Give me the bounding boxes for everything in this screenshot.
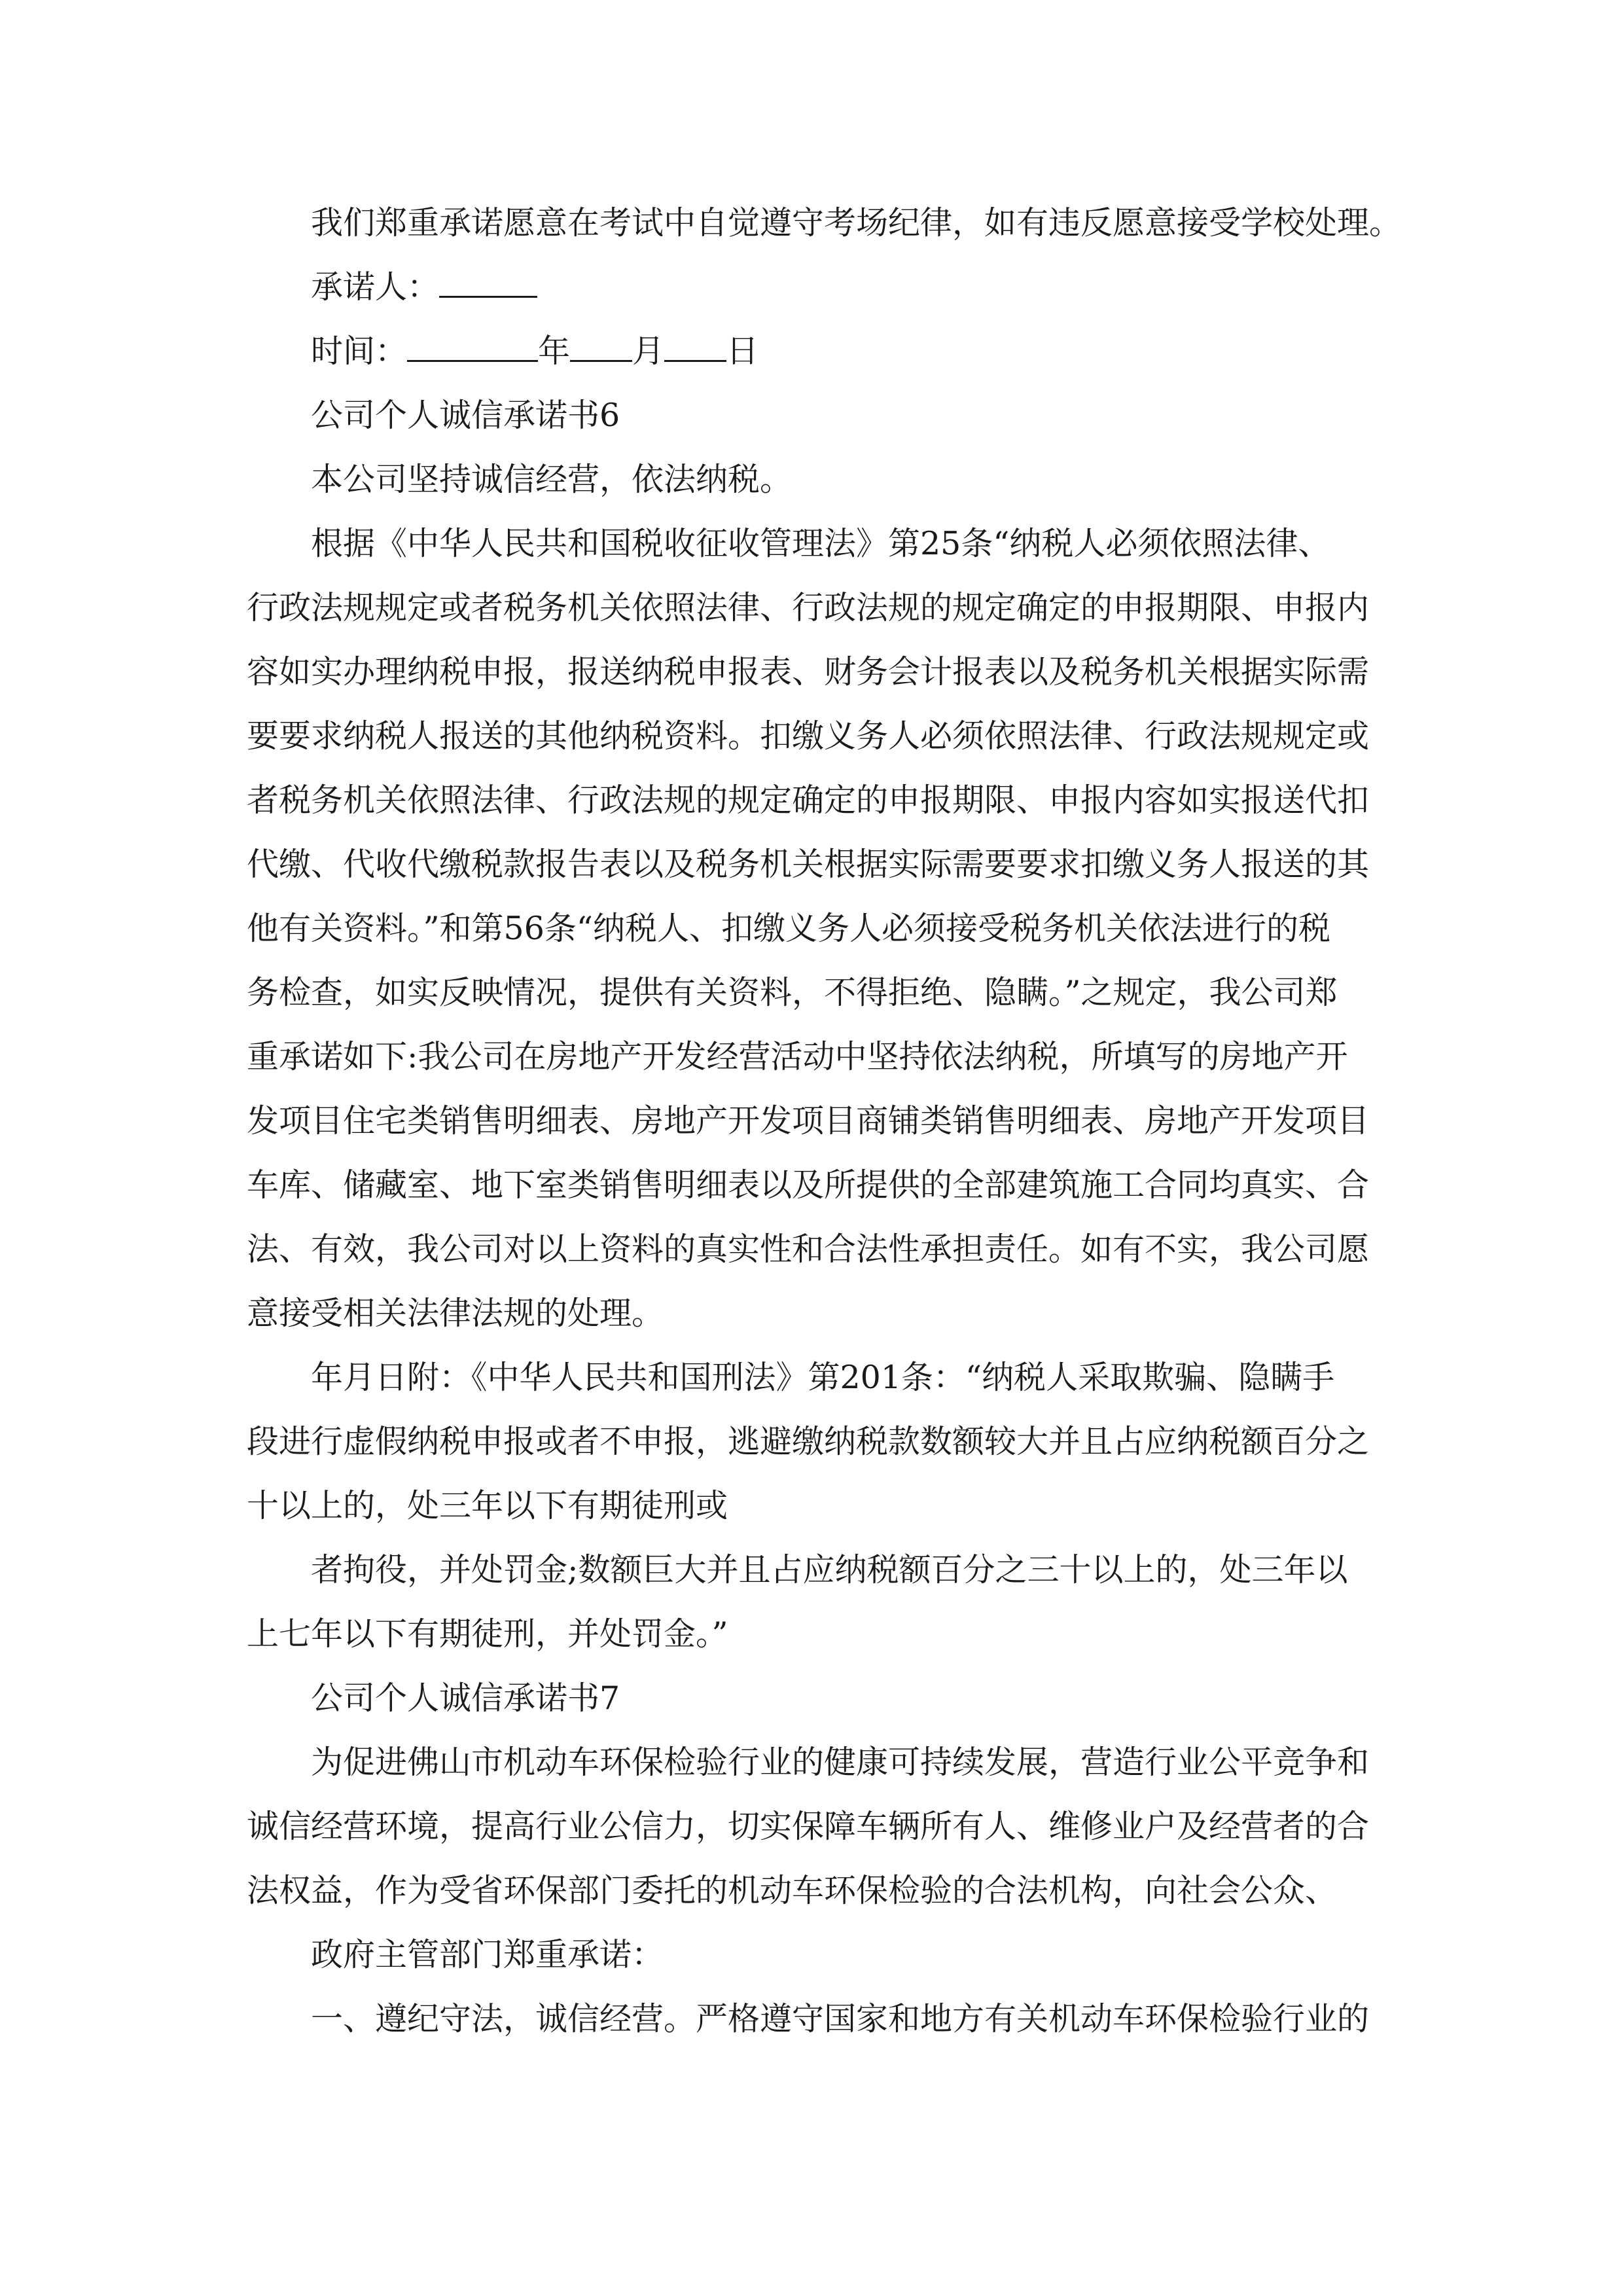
text-line: 车库、储藏室、地下室类销售明细表以及所提供的全部建筑施工合同均真实、合: [247, 1166, 1370, 1204]
text-line: 年月日附：《中华人民共和国刑法》第201条：“纳税人采取欺骗、隐瞒手: [311, 1359, 1335, 1396]
text-line: 法、有效，我公司对以上资料的真实性和合法性承担责任。如有不实，我公司愿: [247, 1230, 1370, 1268]
text-line: 上七年以下有期徒刑，并处罚金。”: [247, 1615, 728, 1653]
signatory-line: 承诺人：: [247, 255, 1376, 319]
month-blank: [570, 323, 632, 362]
text-line: 十以上的，处三年以下有期徒刑或: [247, 1487, 728, 1524]
text-line: 发项目住宅类销售明细表、房地产开发项目商铺类销售明细表、房地产开发项目: [247, 1102, 1370, 1139]
text-line: 者拘役，并处罚金;数额巨大并且占应纳税额百分之三十以上的，处三年以: [311, 1551, 1348, 1588]
year-label: 年: [538, 332, 571, 370]
year-blank: [407, 323, 538, 362]
text-line: 行政法规规定或者税务机关依照法律、行政法规的规定确定的申报期限、申报内: [247, 589, 1370, 626]
text-line: 本公司坚持诚信经营，依法纳税。: [311, 461, 793, 498]
text-line: 诚信经营环境，提高行业公信力，切实保障车辆所有人、维修业户及经营者的合: [247, 1808, 1370, 1845]
text-line: 代缴、代收代缴税款报告表以及税务机关根据实际需要要求扣缴义务人报送的其: [247, 846, 1370, 883]
text-line: 者税务机关依照法律、行政法规的规定确定的申报期限、申报内容如实报送代扣: [247, 781, 1370, 819]
text-line: 他有关资料。”和第56条“纳税人、扣缴义务人必须接受税务机关依法进行的税: [247, 910, 1330, 947]
text-line: 务检查，如实反映情况，提供有关资料，不得拒绝、隐瞒。”之规定，我公司郑: [247, 974, 1338, 1011]
document-body: [247, 191, 1402, 2051]
text-line: 段进行虚假纳税申报或者不申报，逃避缴纳税款数额较大并且占应纳税额百分之: [247, 1423, 1370, 1460]
text-line: 要要求纳税人报送的其他纳税资料。扣缴义务人必须依照法律、行政法规规定或: [247, 717, 1370, 755]
signatory-blank: [439, 259, 537, 298]
text-line: 政府主管部门郑重承诺：: [311, 1936, 664, 1973]
month-label: 月: [632, 332, 665, 370]
text-line: 重承诺如下:我公司在房地产开发经营活动中坚持依法纳税，所填写的房地产开: [247, 1038, 1348, 1075]
text-line: 为促进佛山市机动车环保检验行业的健康可持续发展，营造行业公平竞争和: [311, 1744, 1370, 1781]
date-line: 时间： 年 月 日: [247, 319, 1376, 384]
text-line: 容如实办理纳税申报，报送纳税申报表、财务会计报表以及税务机关根据实际需: [247, 653, 1370, 691]
text-line: 一、遵纪守法，诚信经营。严格遵守国家和地方有关机动车环保检验行业的: [311, 2000, 1370, 2037]
text-line: 法权益，作为受省环保部门委托的机动车环保检验的合法机构，向社会公众、: [247, 1872, 1338, 1909]
text-line: 根据《中华人民共和国税收征收管理法》第25条“纳税人必须依照法律、: [311, 525, 1330, 562]
day-label: 日: [726, 332, 759, 370]
section-heading: 公司个人诚信承诺书6: [311, 397, 620, 434]
day-blank: [664, 323, 726, 362]
text-line: 意接受相关法律法规的处理。: [247, 1295, 664, 1332]
section-heading: 公司个人诚信承诺书7: [311, 1679, 620, 1717]
text-line: 我们郑重承诺愿意在考试中自觉遵守考场纪律，如有违反愿意接受学校处理。: [311, 204, 1402, 242]
